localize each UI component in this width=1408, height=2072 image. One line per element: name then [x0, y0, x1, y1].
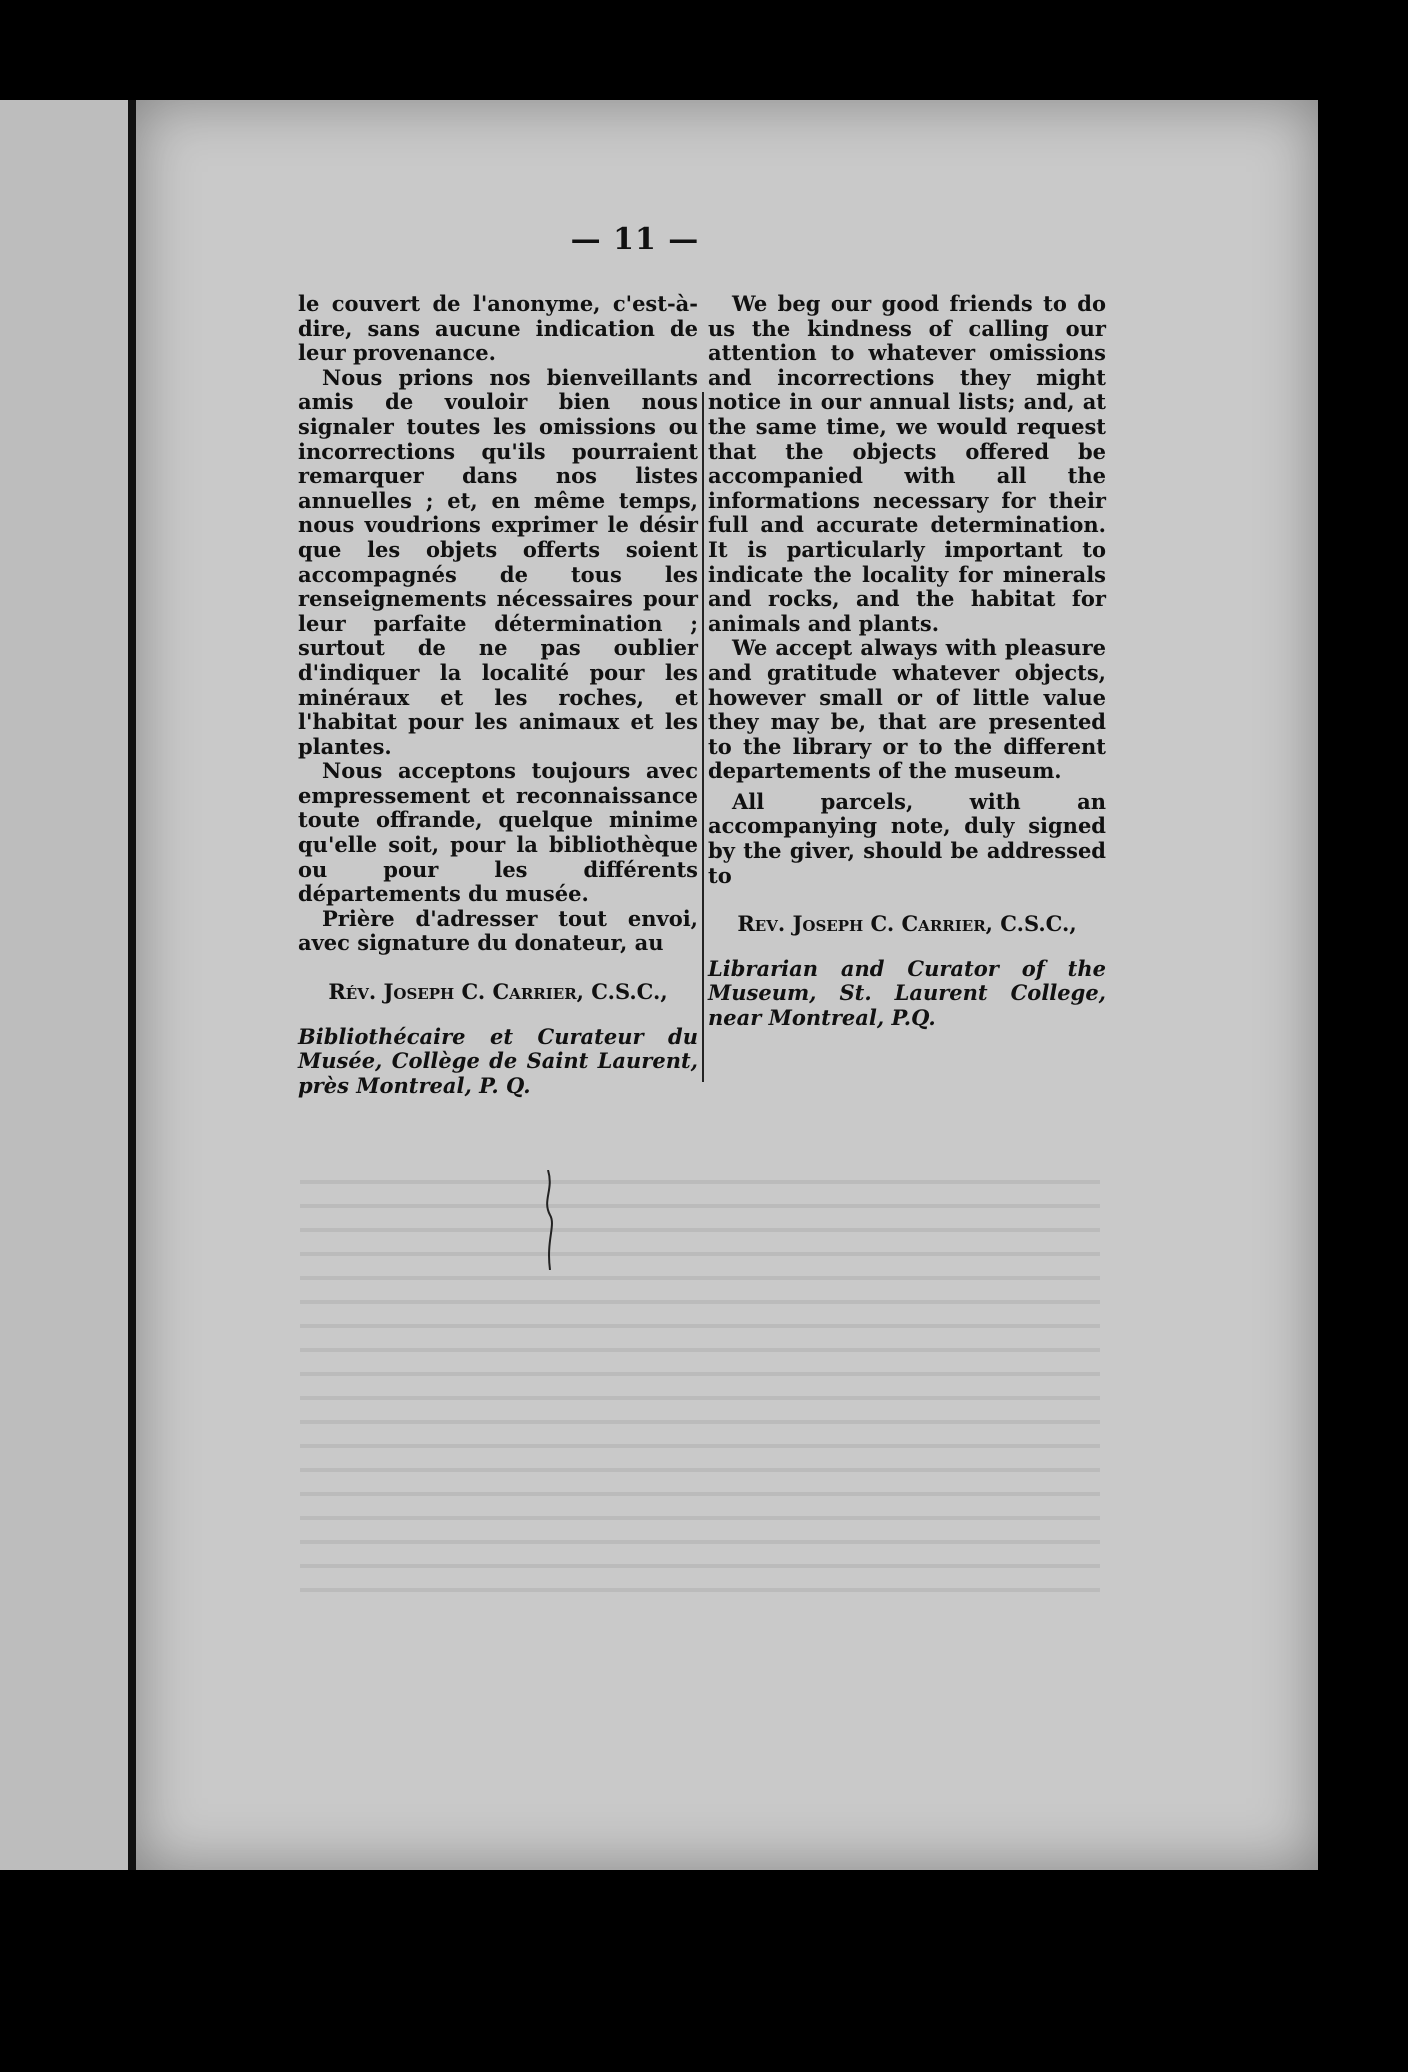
- french-paragraph-2: Nous prions nos bienveillants amis de vouloir bien nous signaler toutes les omissions ou incorrections qu'ils pourraient remarquer dans nos listes annuelles ; et, en même temps, nous voudrions exprimer le désir que les objets offerts soient accompagnés de tous les renseignements nécessaires pour leur parfaite détermination ; surtout de ne pas oublier d'indiquer la localité pour les minéraux et les roches, et l'habitat pour les animaux et les plantes.: [298, 364, 698, 759]
- facing-page-edge: [0, 100, 128, 1870]
- page-number: — 11 —: [570, 222, 700, 257]
- english-paragraph-1: We beg our good friends to do us the kindness of calling our attention to whatever omissions and incorrections they might notice in our annual lists; and, at the same time, we would request that the objects offered be accompanied with all the informations necessary for their full and accurate determination. It is particularly important to indicate the locality for minerals and rocks, and the habitat for animals and plants.: [708, 291, 1106, 636]
- french-paragraph-3: Nous acceptons toujours avec empressement et reconnaissance toute offrande, quelque minime qu'elle soit, pour la bibliothèque ou pour les différents départements du musée.: [298, 758, 698, 907]
- french-paragraph-1: le couvert de l'anonyme, c'est-à-dire, sans aucune indication de leur provenance.: [298, 291, 698, 366]
- french-column: [298, 292, 698, 1098]
- french-signature: Rév. Joseph C. Carrier, C.S.C.,: [328, 979, 668, 1005]
- bleed-through-text: [300, 1180, 1100, 1600]
- ink-mark: [540, 1170, 560, 1270]
- english-address: Librarian and Curator of the Museum, St. Laurent College, near Montreal, P.Q.: [708, 955, 1106, 1031]
- english-paragraph-2: We accept always with pleasure and gratitude whatever objects, however small or of little value they may be, that are presented to the library or to the different departements of the museum.: [708, 635, 1106, 784]
- english-paragraph-3: All parcels, with an accompanying note, duly signed by the giver, should be addressed to: [708, 788, 1106, 888]
- column-divider: [702, 392, 704, 1082]
- french-paragraph-4: Prière d'adresser tout envoi, avec signature du donateur, au: [298, 905, 698, 956]
- english-column: [708, 292, 1106, 1031]
- english-signature: Rev. Joseph C. Carrier, C.S.C.,: [737, 911, 1077, 937]
- page-gutter: [128, 100, 136, 1870]
- french-address: Bibliothécaire et Curateur du Musée, Collège de Saint Laurent, près Montreal, P. Q.: [298, 1023, 698, 1098]
